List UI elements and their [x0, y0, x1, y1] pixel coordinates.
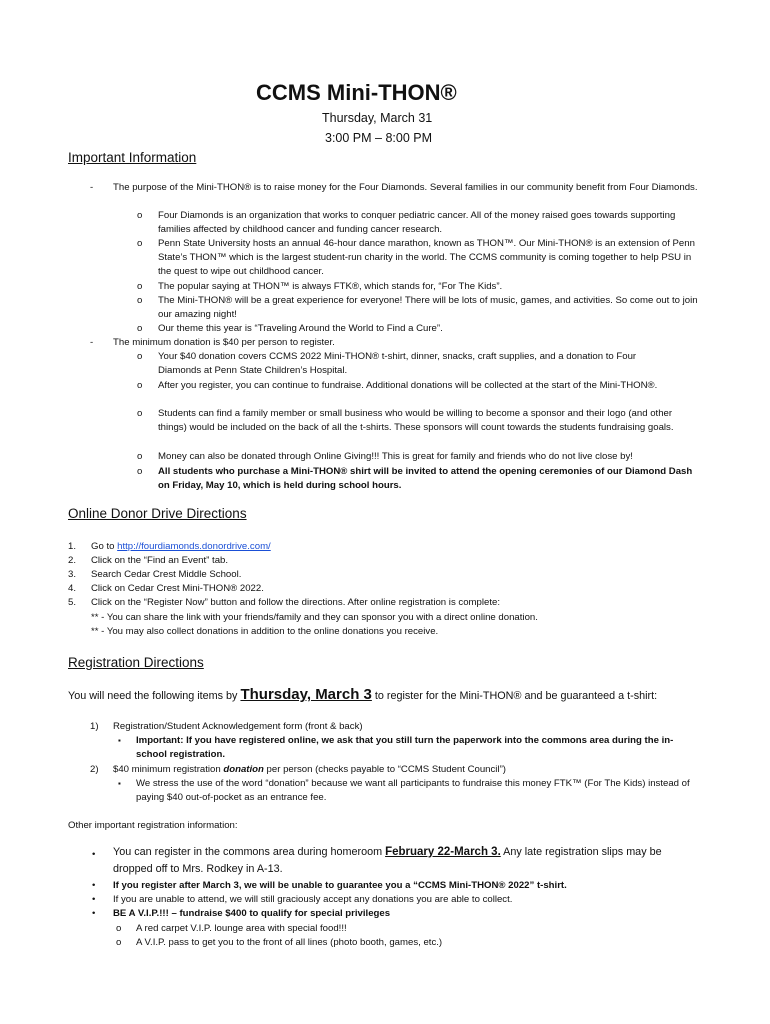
circle-marker: o [137, 380, 143, 391]
circle-marker: o [137, 210, 143, 221]
bullet-text: You can register in the commons area during homeroom [113, 846, 386, 858]
important-bullet-1: The purpose of the Mini-THON® is to raise money for the Four Diamonds. Several families in our community benefit from Four Diamonds. [113, 182, 698, 193]
dot-marker: • [92, 894, 96, 905]
registration-bullet-3: If you are unable to attend, we will still graciously accept any donations you are able to collect. [113, 894, 513, 905]
sub-item: Our theme this year is “Traveling Around the World to Find a Cure”. [158, 323, 443, 334]
circle-marker: o [137, 295, 143, 306]
square-marker: ▪ [118, 779, 121, 788]
registration-bullet-1 [113, 846, 662, 858]
circle-marker: o [116, 937, 122, 948]
sub-item: The Mini-THON® will be a great experience for everyone! There will be lots of music, games, and activities. So come out to join our amazing night! [158, 295, 698, 320]
registration-item-2 [113, 763, 506, 777]
sub-item: All students who purchase a Mini-THON® shirt will be invited to attend the opening ceremonies of our Diamond Dash on Friday, May 10, which is held during school hours. [158, 466, 693, 491]
online-note: ** - You can share the link with your friends/family and they can sponsor you with a direct online donation. [91, 612, 538, 623]
circle-marker: o [137, 408, 143, 419]
number-marker: 3. [68, 569, 77, 580]
registration-item-1-note: Important: If you have registered online, we ask that you still turn the paperwork into the commons area during the in-school registration. [136, 735, 674, 760]
circle-marker: o [116, 923, 122, 934]
online-step: Search Cedar Crest Middle School. [91, 569, 242, 580]
online-step: Click on the “Register Now” button and follow the directions. After online registration is complete: [91, 597, 500, 608]
dash-marker: - [90, 337, 94, 348]
circle-marker: o [137, 281, 143, 292]
number-marker: 2) [90, 764, 99, 775]
event-date: Thursday, March 31 [322, 111, 433, 125]
circle-marker: o [137, 351, 143, 362]
dot-marker: • [92, 880, 96, 891]
number-marker: 1) [90, 721, 99, 732]
vip-perk: A red carpet V.I.P. lounge area with special food!!! [136, 923, 347, 934]
bullet-text: Any late registration slips may be [500, 846, 662, 858]
important-heading: Important Information [68, 150, 197, 165]
dash-marker: - [90, 182, 94, 193]
event-time: 3:00 PM – 8:00 PM [325, 131, 433, 145]
online-note: ** - You may also collect donations in addition to the online donations you receive. [91, 626, 439, 637]
intro-text: You will need the following items by [68, 690, 241, 702]
sub-item: After you register, you can continue to fundraise. Additional donations will be collected at the start of the Mini-THON®. [158, 380, 658, 391]
sub-item: Your $40 donation covers CCMS 2022 Mini-THON® t-shirt, dinner, snacks, craft supplies, and a donation to Four Diamonds at Penn State Children’s Hospital. [158, 351, 637, 376]
step-text: Go to [91, 541, 118, 552]
registration-bullet-2: If you register after March 3, we will be unable to guarantee you a “CCMS Mini-THON® 2022” t-shirt. [113, 880, 567, 891]
circle-marker: o [137, 451, 143, 462]
registration-intro [68, 686, 657, 703]
vip-perk: A V.I.P. pass to get you to the front of all lines (photo booth, games, etc.) [136, 937, 443, 948]
donordrive-link[interactable]: http://fourdiamonds.donordrive.com/ [117, 541, 271, 552]
sub-item: Money can also be donated through Online Giving!!! This is great for family and friends who do not live close by! [158, 451, 633, 462]
registration-item-2-note: We stress the use of the word “donation” because we want all participants to fundraise this money FTK™ (For The Kids) instead of paying $40 out-of-pocket as an entrance fee. [136, 778, 690, 803]
registration-heading: Registration Directions [68, 655, 204, 670]
registration-item-1: Registration/Student Acknowledgement form (front & back) [113, 721, 363, 732]
sub-item: Four Diamonds is an organization that works to conquer pediatric cancer. All of the money raised goes towards supporting families affected by childhood cancer and funding cancer research. [158, 210, 676, 235]
item-text: per person (checks payable to “CCMS Student Council”) [263, 764, 506, 775]
dot-marker: • [92, 908, 96, 919]
page-title: CCMS Mini-THON® [256, 80, 457, 105]
number-marker: 5. [68, 597, 77, 608]
online-step: Click on the “Find an Event” tab. [91, 555, 229, 566]
deadline-date: Thursday, March 3 [240, 686, 372, 703]
online-step-1 [91, 540, 271, 554]
item-text: $40 minimum registration [113, 764, 224, 775]
number-marker: 4. [68, 583, 77, 594]
circle-marker: o [137, 323, 143, 334]
important-bullet-2: The minimum donation is $40 per person to register. [113, 337, 335, 348]
intro-text: to register for the Mini-THON® and be guaranteed a t-shirt: [371, 690, 658, 702]
number-marker: 1. [68, 541, 77, 552]
registration-window: February 22-March 3. [385, 846, 501, 858]
square-marker: ▪ [118, 736, 121, 745]
registration-bullet-4: BE A V.I.P.!!! – fundraise $400 to qualify for special privileges [113, 908, 391, 919]
circle-marker: o [137, 466, 143, 477]
other-info-label: Other important registration information: [68, 820, 238, 831]
circle-marker: o [137, 238, 143, 249]
number-marker: 2. [68, 555, 77, 566]
online-heading: Online Donor Drive Directions [68, 506, 247, 521]
online-step: Click on Cedar Crest Mini-THON® 2022. [91, 583, 264, 594]
sub-item: Penn State University hosts an annual 46-hour dance marathon, known as THON™. Our Mini-THON® is an extension of Penn State’s THON™ which is the largest student-run charity in the world. The CCMS community is coming together to help PSU in the quest to wipe out childhood cancer. [158, 238, 695, 277]
dot-marker: • [92, 849, 96, 860]
sub-item: The popular saying at THON™ is always FTK®, which stands for, “For The Kids”. [158, 281, 503, 292]
sub-item: Students can find a family member or small business who would be willing to become a sponsor and their logo (and other things) would be included on the back of all the t-shirts. These sponsors will count towards the students fundraising goals. [158, 408, 674, 433]
donation-word: donation [223, 764, 264, 775]
registration-bullet-1-line-2: dropped off to Mrs. Rodkey in A-13. [113, 863, 283, 875]
